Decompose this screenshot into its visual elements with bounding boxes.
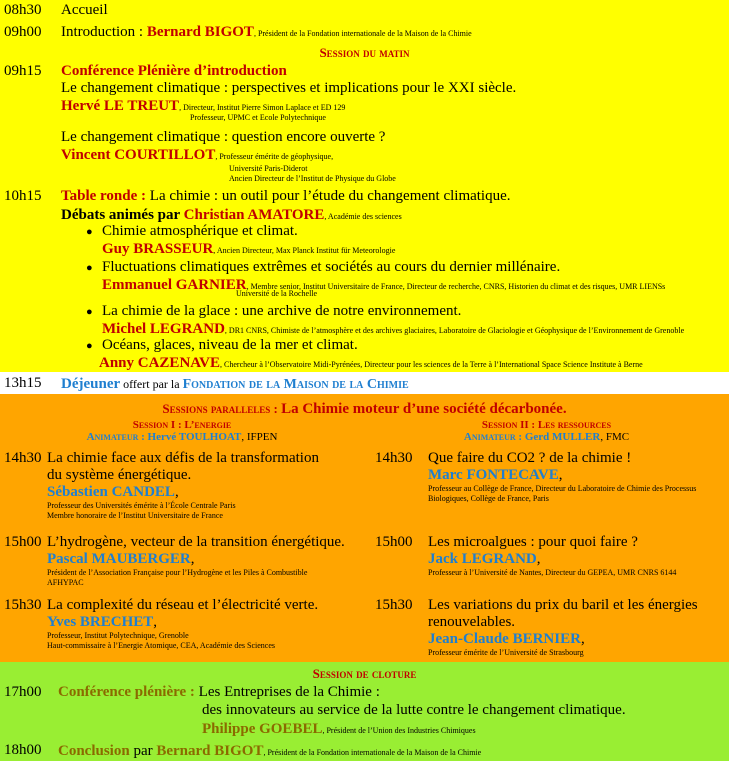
- speaker-desc: Professeur, Institut Polytechnique, Grenoble: [47, 631, 189, 640]
- time: 15h30: [375, 597, 413, 613]
- speaker-line: [102, 320, 684, 338]
- time: 10h15: [4, 188, 42, 204]
- time: 17h00: [4, 684, 42, 700]
- lunch-label: Déjeuner: [61, 376, 121, 392]
- speaker-name: Jack LEGRAND: [428, 551, 537, 567]
- round-label: Table ronde :: [61, 188, 150, 204]
- intro-label: Introduction :: [61, 24, 147, 40]
- round-subject: La chimie : un outil pour l’étude du changement climatique.: [149, 188, 511, 204]
- speaker-sep: ,: [536, 551, 541, 567]
- speaker-line: [102, 276, 665, 294]
- speaker-line: [102, 240, 395, 258]
- moderator-line: [61, 206, 402, 224]
- topic: Chimie atmosphérique et climat.: [102, 223, 298, 239]
- talk-title: Le changement climatique : question encore ouverte ?: [61, 129, 386, 145]
- speaker-sep: ,: [174, 484, 179, 500]
- time: 15h00: [375, 534, 413, 550]
- speaker-name: Vincent COURTILLOT: [61, 147, 216, 163]
- closing-section: [0, 662, 729, 761]
- session-title: Session de cloture: [312, 666, 417, 681]
- speaker-desc: , Ancien Directeur, Max Planck Institut für Meteorologie: [213, 246, 396, 255]
- talk-title: Les microalgues : pour quoi faire ?: [428, 534, 638, 550]
- bullet-icon: ●: [86, 306, 93, 318]
- speaker-sep: ,: [153, 614, 158, 630]
- talk-title: La complexité du réseau et l’électricité verte.: [47, 597, 319, 613]
- parallel-section: [0, 394, 729, 662]
- moderator-desc: , Académie des sciences: [324, 212, 402, 221]
- speaker-desc: Professeur, UPMC et Ecole Polytechnique: [190, 113, 326, 122]
- speaker-sep: ,: [558, 467, 563, 483]
- speaker-desc: , Chercheur à l’Observatoire Midi-Pyrénées, Directeur pour les sciences de la Terre à l’International Space Science Institute à Berne: [220, 360, 643, 369]
- speaker-line: [428, 551, 541, 568]
- animator-label: Animateur :: [86, 431, 148, 443]
- speaker-name: Yves BRECHET: [47, 614, 154, 630]
- speaker-name: Sébastien CANDEL: [47, 484, 175, 500]
- talk-title: du système énergétique.: [47, 467, 192, 483]
- speaker-name: Jean-Claude BERNIER: [428, 631, 581, 647]
- speaker-name: Guy BRASSEUR: [102, 241, 214, 257]
- speaker-line: [428, 467, 562, 484]
- speaker-line: [202, 720, 476, 738]
- animator-org: , FMC: [600, 431, 630, 443]
- speaker-line: [47, 484, 179, 501]
- speaker-desc: Professeur à l’Université de Nantes, Directeur du GEPEA, UMR CNRS 6144: [428, 568, 677, 577]
- speaker-line: [99, 354, 643, 372]
- lunch-mid: offert par la: [120, 377, 183, 391]
- speaker-desc: Biologiques, Collège de France, Paris: [428, 494, 549, 503]
- topic: Fluctuations climatiques extrêmes et sociétés au cours du dernier millénaire.: [102, 259, 561, 275]
- speaker-name: Hervé LE TREUT: [61, 98, 180, 114]
- talk-title: Les variations du prix du baril et les énergies: [428, 597, 698, 613]
- animator-name: Gerd MULLER: [524, 431, 601, 443]
- time: 08h30: [4, 2, 42, 18]
- session-title: Session I : L’energie: [132, 419, 232, 431]
- conclusion-label: Conclusion: [58, 743, 130, 759]
- speaker-desc: , Président de la Fondation internationale de la Maison de la Chimie: [253, 29, 472, 38]
- intro-line: [61, 24, 472, 41]
- speaker-desc: Ancien Directeur de l’Institut de Physique du Globe: [229, 174, 396, 183]
- speaker-desc: , Président de l’Union des Industries Chimiques: [322, 726, 476, 735]
- round-line: [61, 188, 511, 205]
- speaker-line: [47, 614, 157, 631]
- time: 13h15: [4, 375, 42, 391]
- speaker-desc: Président de l’Association Française pour l’Hydrogène et les Piles à Combustible: [47, 568, 308, 577]
- topic: Océans, glaces, niveau de la mer et climat.: [102, 337, 358, 353]
- speaker-desc: Professeur émérite de l’Université de Strasbourg: [428, 648, 584, 657]
- bullet-icon: ●: [86, 262, 93, 274]
- talk-title: Le changement climatique : perspectives et implications pour le XXI siècle.: [61, 80, 517, 96]
- speaker-desc: , Membre senior, Institut Universitaire de France, Directeur de recherche, CNRS, Historien du climat et des risques, UMR LIENSs: [246, 282, 666, 291]
- talk-title: L’hydrogène, vecteur de la transition énergétique.: [47, 534, 345, 550]
- speaker-desc: Professeur des Universités émérite à l’École Centrale Paris: [47, 501, 236, 510]
- speaker-name: Bernard BIGOT: [146, 24, 254, 40]
- animator-name: Hervé TOULHOAT: [147, 431, 242, 443]
- speaker-name: Bernard BIGOT: [156, 743, 264, 759]
- talk-title: Que faire du CO2 ? de la chimie !: [428, 450, 632, 466]
- parallel-title-a: Sessions paralleles :: [162, 401, 282, 416]
- moderator-name: Christian AMATORE: [183, 207, 325, 223]
- speaker-desc: , Président de la Fondation internationale de la Maison de la Chimie: [263, 748, 482, 757]
- talk-title: renouvelables.: [428, 614, 516, 630]
- speaker-sep: ,: [580, 631, 585, 647]
- lunch-line: [61, 375, 409, 393]
- morning-section: [0, 0, 729, 372]
- speaker-desc: Membre honoraire de l’Institut Universitaire de France: [47, 511, 223, 520]
- time: 14h30: [375, 450, 413, 466]
- talk-title: des innovateurs au service de la lutte contre le changement climatique.: [202, 702, 626, 718]
- session-title: Session II : Les ressources: [481, 419, 612, 431]
- speaker-line: [428, 631, 585, 648]
- speaker-desc: , Directeur, Institut Pierre Simon Laplace et ED 129: [179, 103, 346, 112]
- topic: La chimie de la glace : une archive de notre environnement.: [102, 303, 462, 319]
- plenary-title: Conférence Plénière d’introduction: [61, 63, 287, 79]
- lunch-section: [0, 372, 729, 394]
- speaker-line: [61, 146, 333, 164]
- session-title: Session du matin: [319, 45, 410, 60]
- speaker-name: Marc FONTECAVE: [428, 467, 559, 483]
- speaker-sep: ,: [190, 551, 195, 567]
- speaker-desc: , Professeur émérite de géophysique,: [215, 152, 334, 161]
- bullet-icon: ●: [86, 340, 93, 352]
- time: 18h00: [4, 742, 42, 758]
- time: 14h30: [4, 450, 42, 466]
- speaker-name: Philippe GOEBEL: [202, 721, 323, 737]
- speaker-desc: , DR1 CNRS, Chimiste de l’atmosphère et des archives glaciaires, Laboratoire de Glaciologie et Géophysique de l’Environnement de Grenoble: [224, 326, 685, 335]
- talk-title: La chimie face aux défis de la transformation: [47, 450, 319, 466]
- speaker-name: Pascal MAUBERGER: [47, 551, 191, 567]
- conclusion-mid: par: [129, 743, 157, 759]
- animator-org: , IFPEN: [241, 431, 278, 443]
- speaker-desc: Haut-commissaire à l’Energie Atomique, CEA, Académie des Sciences: [47, 641, 276, 650]
- speaker-desc: Université Paris-Diderot: [229, 164, 308, 173]
- plenary-label: Conférence plénière :: [58, 684, 199, 700]
- speaker-name: Michel LEGRAND: [102, 321, 225, 337]
- speaker-desc: Université de la Rochelle: [236, 289, 318, 298]
- speaker-desc: AFHYPAC: [47, 578, 84, 587]
- conclusion-line: [58, 742, 481, 760]
- talk-title: Les Entreprises de la Chimie :: [198, 684, 380, 700]
- lunch-host: Fondation de la Maison de la Chimie: [182, 377, 409, 392]
- accueil-text: Accueil: [61, 2, 108, 18]
- parallel-title-b: La Chimie moteur d’une société décarbonée.: [281, 401, 567, 417]
- bullet-icon: ●: [86, 226, 93, 238]
- speaker-desc: Professeur au Collège de France, Directeur du Laboratoire de Chimie des Processus: [428, 484, 697, 493]
- closing-plenary-line: [58, 684, 380, 701]
- speaker-name: Anny CAZENAVE: [99, 355, 221, 371]
- time: 15h30: [4, 597, 42, 613]
- time: 09h15: [4, 63, 42, 79]
- animator-line: [0, 431, 364, 443]
- speaker-line: [47, 551, 195, 568]
- debate-label: Débats animés par: [61, 207, 184, 223]
- parallel-title: [0, 400, 729, 418]
- time: 15h00: [4, 534, 42, 550]
- speaker-name: Emmanuel GARNIER: [102, 277, 247, 293]
- animator-label: Animateur :: [463, 431, 525, 443]
- time: 09h00: [4, 24, 42, 40]
- animator-line: [364, 431, 729, 443]
